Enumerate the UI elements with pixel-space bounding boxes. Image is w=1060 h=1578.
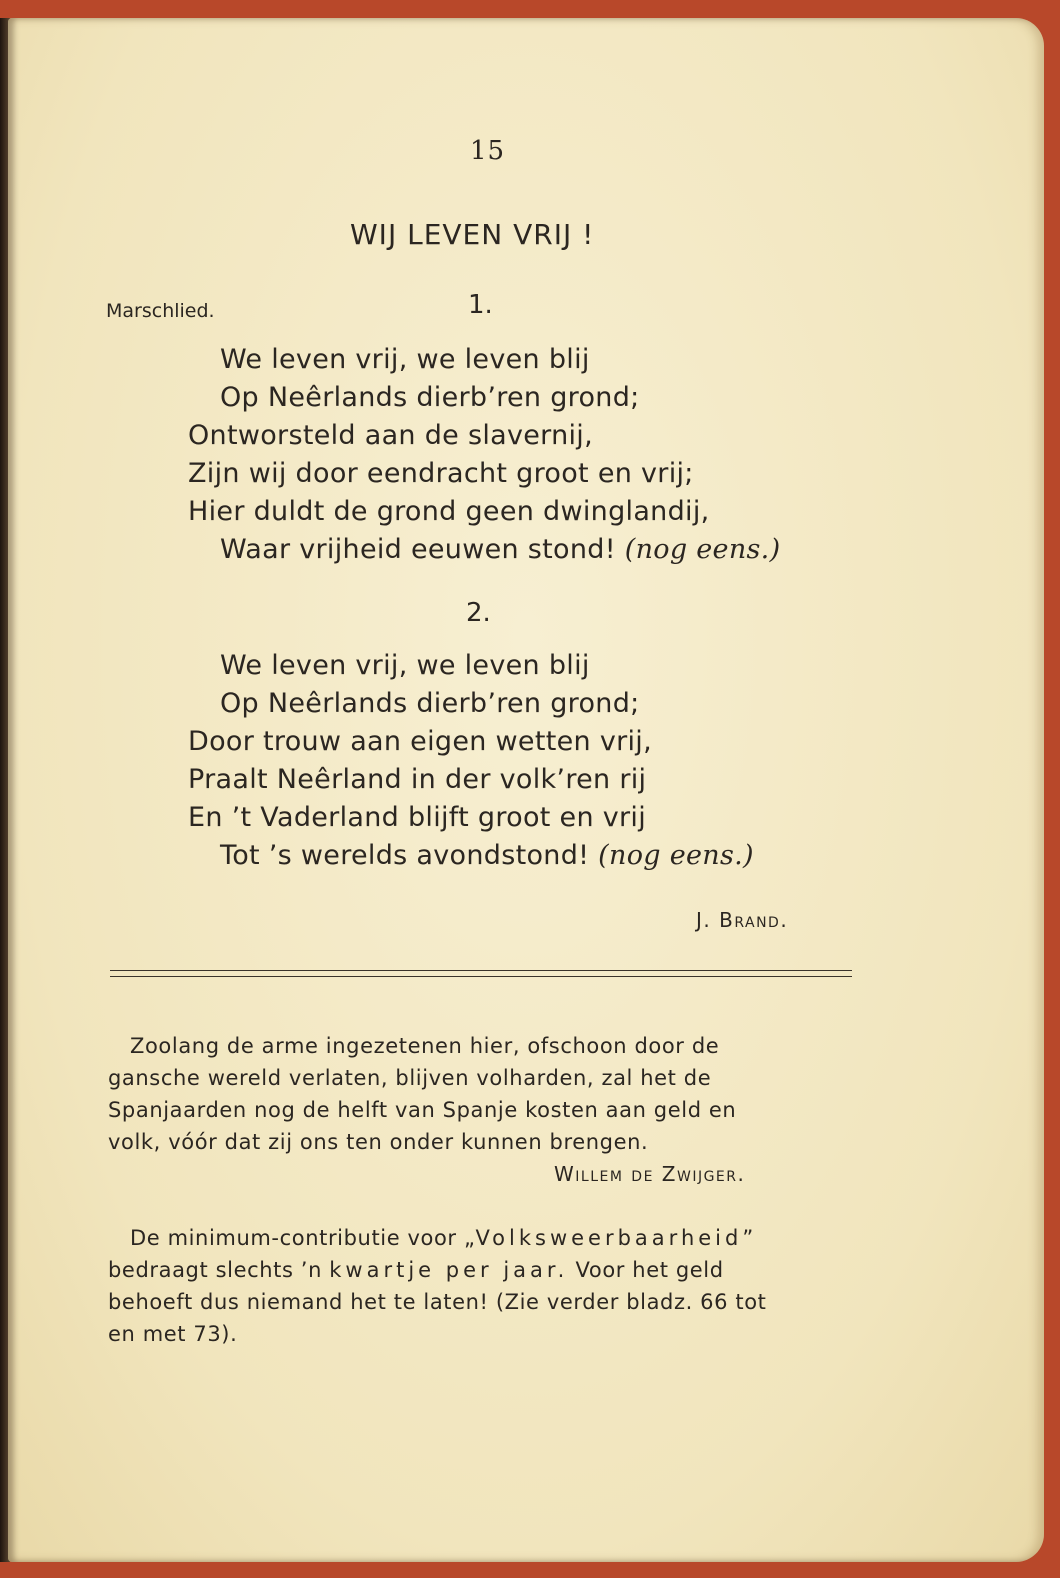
verse-line: Door trouw aan eigen wetten vrij,: [188, 726, 652, 757]
refrain-note: (nog eens.): [598, 840, 754, 871]
verse-line: Op Neêrlands dierb’ren grond;: [220, 688, 640, 719]
song-title: WIJ LEVEN VRIJ !: [350, 218, 595, 251]
verse-line: [220, 534, 780, 565]
verse-line: [220, 840, 754, 871]
quote-line: gansche wereld verlaten, blijven volharden, zal het de: [108, 1066, 712, 1090]
notice-text: bedraagt slechts ’n: [108, 1258, 330, 1282]
verse-line: Hier duldt de grond geen dwinglandij,: [188, 496, 710, 527]
refrain-note: (nog eens.): [624, 534, 781, 565]
notice-line: behoeft dus niemand het te laten! (Zie verder bladz. 66 tot: [108, 1290, 767, 1314]
notice-line: [130, 1226, 754, 1250]
notice-text: ”: [742, 1226, 754, 1250]
quote-author: Willem de Zwijger.: [554, 1162, 746, 1186]
notice-text: De minimum-contributie voor „: [130, 1226, 476, 1250]
divider-rule: [110, 970, 852, 971]
stanza-number: 2.: [466, 598, 491, 628]
verse-line: En ’t Vaderland blijft groot en vrij: [188, 802, 647, 833]
verse-line: Ontworsteld aan de slavernij,: [188, 420, 593, 451]
verse-line: We leven vrij, we leven blij: [220, 344, 590, 375]
verse-text: Tot ’s werelds avondstond!: [220, 840, 590, 871]
page-number: 15: [470, 136, 506, 166]
verse-line: We leven vrij, we leven blij: [220, 650, 590, 681]
page: [8, 18, 1044, 1562]
verse-line: Op Neêrlands dierb’ren grond;: [220, 382, 640, 413]
notice-line: en met 73).: [108, 1322, 238, 1346]
notice-line: [108, 1258, 724, 1282]
verse-line: Praalt Neêrland in der volk’ren rij: [188, 764, 647, 795]
notice-text: Voor het geld: [568, 1258, 724, 1282]
stanza-number: 1.: [468, 290, 493, 320]
quote-line: Spanjaarden nog de helft van Spanje kosten aan geld en: [108, 1098, 737, 1122]
quote-line: Zoolang de arme ingezetenen hier, ofschoon door de: [130, 1034, 720, 1058]
notice-spaced-text: Volksweerbaarheid: [475, 1226, 743, 1250]
quote-line: volk, vóór dat zij ons ten onder kunnen brengen.: [108, 1130, 649, 1154]
song-subtitle: Marschlied.: [106, 300, 215, 322]
verse-text: Waar vrijheid eeuwen stond!: [220, 534, 616, 565]
divider-rule: [110, 976, 852, 977]
notice-spaced-text: kwartje per jaar.: [329, 1258, 569, 1282]
song-author: J. Brand.: [696, 908, 789, 932]
verse-line: Zijn wij door eendracht groot en vrij;: [188, 458, 694, 489]
